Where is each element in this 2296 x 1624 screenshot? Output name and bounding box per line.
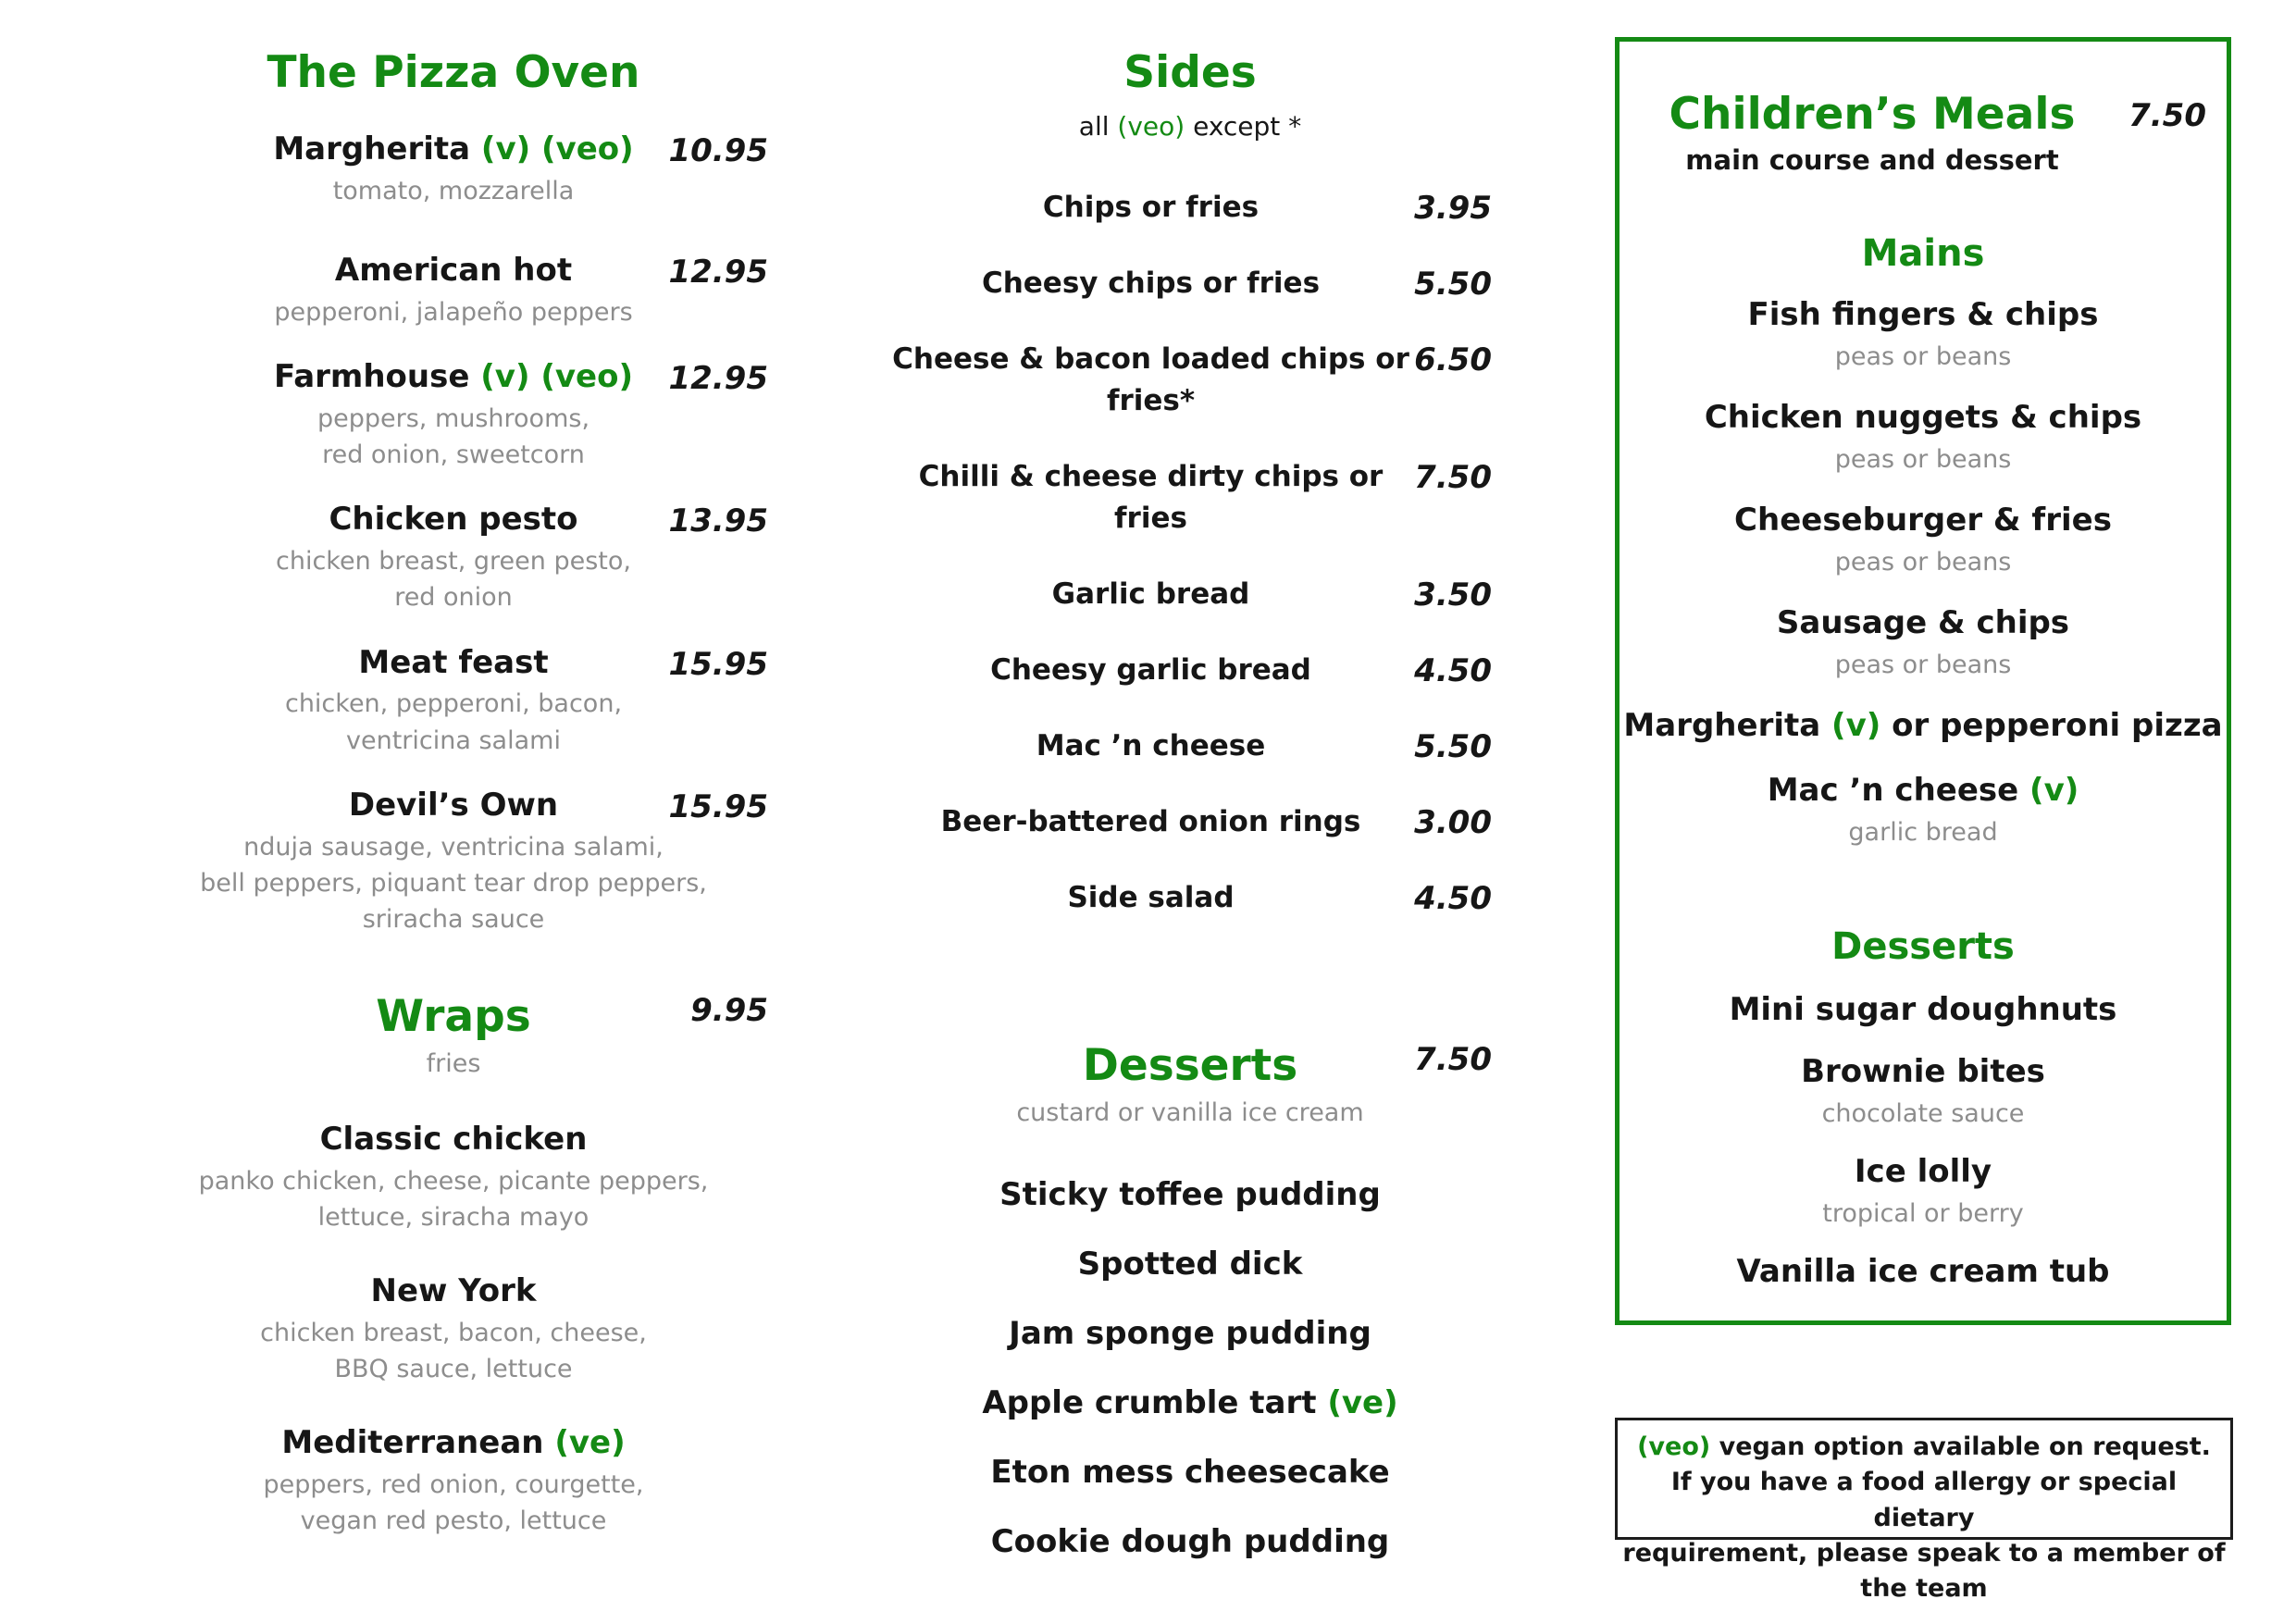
name-text: except * [1185, 111, 1302, 143]
childrens-mains-list [1620, 294, 2227, 850]
side-item [879, 339, 1501, 422]
dessert-item [879, 1382, 1501, 1425]
name-text: Cheesy garlic bread [990, 652, 1311, 687]
name-text: Chicken pesto [329, 501, 578, 539]
note-vegan-line [1618, 1430, 2230, 1465]
item-name [879, 650, 1422, 691]
name-text: Cookie dough pudding [990, 1522, 1390, 1560]
pizza-wraps-column [130, 44, 777, 1574]
item-price: 7.50 [1414, 459, 1492, 497]
name-text: Devil’s Own [348, 786, 559, 824]
side-item [879, 801, 1501, 843]
pizza-item [130, 499, 777, 615]
item-name [879, 801, 1422, 843]
side-item [879, 725, 1501, 767]
name-text: Chips or fries [1042, 191, 1260, 225]
item-price: 4.50 [1414, 879, 1492, 917]
childrens-meals-box [1615, 37, 2231, 1325]
sides-desserts-column [879, 44, 1501, 1591]
name-text: Cheeseburger & fries [1734, 502, 2112, 539]
item-description: peppers, red onion, courgette, vegan red pesto, lettuce [263, 1470, 644, 1536]
item-price: 3.95 [1414, 190, 1492, 228]
dessert-item [879, 1452, 1501, 1494]
name-text: Brownie bites [1801, 1053, 2045, 1091]
item-name [130, 1422, 777, 1465]
desserts-item-list [879, 1174, 1501, 1563]
item-description: chicken, pepperoni, bacon, ventricina salami [284, 689, 623, 755]
wraps-section-subtitle: fries [426, 1049, 481, 1079]
wraps-section-header [130, 988, 777, 1082]
pizza-item [130, 356, 777, 473]
allergy-note-box [1615, 1418, 2233, 1604]
diet-tag: (ve) [1327, 1384, 1398, 1422]
side-item [879, 574, 1501, 615]
diet-tag: (veo) [1117, 111, 1185, 143]
name-text: Chilli & cheese dirty chips or fries [918, 460, 1384, 535]
name-text: Spotted dick [1077, 1246, 1303, 1283]
name-text: Cheese & bacon loaded chips or fries* [892, 342, 1409, 418]
name-text: Sticky toffee pudding [999, 1176, 1381, 1214]
pizza-item [130, 250, 777, 330]
childrens-meals-header [1620, 86, 2227, 179]
item-name [1620, 1151, 2227, 1194]
name-text: Mediterranean [281, 1424, 555, 1462]
pizza-item [130, 129, 777, 209]
children-dessert-item [1620, 1251, 2227, 1294]
item-name [879, 456, 1422, 539]
wrap-item [130, 1271, 777, 1387]
wraps-section-price: 9.95 [690, 991, 768, 1029]
item-description: peas or beans [1834, 342, 2012, 372]
item-name [130, 1119, 777, 1161]
name-text: Garlic bread [1051, 576, 1250, 611]
name-text: Jam sponge pudding [1009, 1315, 1371, 1353]
pizza-item [130, 785, 777, 937]
item-price: 6.50 [1414, 341, 1492, 379]
wrap-item [130, 1119, 777, 1235]
name-text: Ice lolly [1854, 1153, 1992, 1191]
name-text: Classic chicken [319, 1120, 588, 1158]
item-description: peas or beans [1834, 548, 2012, 577]
name-text: Vanilla ice cream tub [1736, 1253, 2110, 1291]
children-dessert-item [1620, 1151, 2227, 1232]
diet-tag: (v) (veo) [480, 358, 634, 396]
name-text: Side salad [1067, 880, 1235, 914]
name-text: Eton mess cheesecake [990, 1454, 1390, 1492]
diet-tag: (ve) [554, 1424, 626, 1462]
item-name [1620, 989, 2227, 1032]
item-price: 12.95 [668, 360, 768, 398]
name-text: Mini sugar doughnuts [1729, 991, 2117, 1029]
children-dessert-item [1620, 989, 2227, 1032]
note-allergy-line2: requirement, please speak to a member of the team [1622, 1538, 2226, 1604]
diet-tag: (v) (veo) [480, 130, 634, 168]
children-main-item [1620, 500, 2227, 580]
dessert-item [879, 1244, 1501, 1286]
sides-item-list [879, 187, 1501, 918]
item-description: tomato, mozzarella [332, 176, 575, 205]
item-description: peppers, mushrooms, red onion, sweetcorn [316, 404, 590, 470]
dessert-item [879, 1313, 1501, 1356]
children-main-item [1620, 397, 2227, 477]
diet-tag: (v) [1831, 707, 1881, 745]
item-description: peas or beans [1834, 651, 2012, 680]
item-description: garlic bread [1848, 818, 1998, 848]
side-item [879, 187, 1501, 229]
pizza-item [130, 642, 777, 759]
name-text: Farmhouse [273, 358, 481, 396]
side-item [879, 456, 1501, 539]
item-price: 15.95 [668, 787, 768, 825]
item-name [879, 263, 1422, 304]
desserts-section-subtitle: custard or vanilla ice cream [1016, 1097, 1364, 1127]
wrap-item [130, 1422, 777, 1539]
item-name [879, 725, 1422, 767]
name-text: Margherita [1623, 707, 1832, 745]
item-name [1620, 294, 2227, 337]
sides-section-title: Sides [1123, 47, 1257, 98]
childrens-mains-title: Mains [1861, 232, 1985, 276]
name-text: vegan option available on request. [1710, 1432, 2211, 1461]
name-text: Chicken nuggets & chips [1704, 399, 2142, 437]
desserts-section-price: 7.50 [1414, 1040, 1492, 1078]
item-price: 3.50 [1414, 576, 1492, 614]
item-price: 3.00 [1414, 803, 1492, 841]
dessert-item [879, 1521, 1501, 1564]
item-price: 12.95 [668, 254, 768, 291]
item-price: 5.50 [1414, 266, 1492, 304]
name-text: Sausage & chips [1776, 604, 2070, 642]
name-text: Meat feast [358, 643, 549, 681]
item-description: nduja sausage, ventricina salami, bell peppers, piquant tear drop peppers, sriracha sauce [200, 832, 707, 934]
childrens-meals-title: Children’s Meals [1669, 89, 2076, 140]
item-name [1620, 1051, 2227, 1094]
item-name [1620, 500, 2227, 542]
item-name [879, 877, 1422, 919]
pizza-item-list [130, 129, 777, 937]
item-name [879, 1452, 1501, 1494]
children-main-item [1620, 602, 2227, 683]
wraps-item-list [130, 1119, 777, 1540]
item-name [1620, 602, 2227, 645]
item-name [879, 1382, 1501, 1425]
item-description: peas or beans [1834, 445, 2012, 475]
childrens-meals-price: 7.50 [2128, 97, 2206, 134]
item-description: chocolate sauce [1821, 1099, 2025, 1129]
desserts-section-header [879, 1037, 1501, 1131]
item-name [879, 187, 1422, 229]
item-name [879, 1313, 1501, 1356]
item-price: 13.95 [668, 502, 768, 540]
item-name [879, 1244, 1501, 1286]
name-text: Margherita [273, 130, 481, 168]
side-item [879, 877, 1501, 919]
name-text: New York [370, 1272, 537, 1310]
childrens-desserts-title: Desserts [1831, 925, 2015, 969]
item-price: 5.50 [1414, 727, 1492, 765]
children-main-item [1620, 294, 2227, 375]
name-text: Fish fingers & chips [1747, 296, 2099, 334]
item-description: panko chicken, cheese, picante peppers, lettuce, siracha mayo [198, 1166, 709, 1232]
item-name [130, 1271, 777, 1313]
item-description: tropical or berry [1822, 1199, 2024, 1229]
item-name [879, 1174, 1501, 1217]
name-text: Beer-battered onion rings [940, 804, 1361, 838]
item-description: pepperoni, jalapeño peppers [274, 298, 633, 328]
name-text: Mac ’n cheese [1767, 772, 2030, 810]
item-name [1620, 397, 2227, 440]
desserts-section-title: Desserts [1082, 1039, 1298, 1091]
children-main-item [1620, 770, 2227, 850]
diet-tag: (v) [2029, 772, 2079, 810]
item-name [1620, 1251, 2227, 1294]
item-name [879, 339, 1422, 422]
dessert-item [879, 1174, 1501, 1217]
item-description: chicken breast, bacon, cheese, BBQ sauce, lettuce [260, 1318, 647, 1384]
name-text: Apple crumble tart [982, 1384, 1328, 1422]
diet-tag: (veo) [1637, 1432, 1711, 1461]
children-dessert-item [1620, 1051, 2227, 1132]
childrens-meals-subtitle: main course and dessert [1685, 144, 2059, 177]
side-item [879, 263, 1501, 304]
name-text: Cheesy chips or fries [981, 267, 1321, 301]
item-price: 10.95 [668, 132, 768, 170]
name-text: or pepperoni pizza [1880, 707, 2223, 745]
item-price: 4.50 [1414, 651, 1492, 689]
pizza-section-title: The Pizza Oven [267, 47, 640, 98]
name-text: all [1078, 111, 1118, 143]
wraps-section-title: Wraps [376, 990, 531, 1042]
sides-note [879, 108, 1501, 144]
side-item [879, 650, 1501, 691]
item-description: chicken breast, green pesto, red onion [276, 547, 631, 613]
childrens-desserts-list [1620, 989, 2227, 1294]
note-allergy-line1: If you have a food allergy or special dietary [1670, 1468, 2178, 1532]
item-name [1620, 770, 2227, 812]
name-text: Mac ’n cheese [1036, 728, 1266, 762]
item-name [879, 1521, 1501, 1564]
children-main-item [1620, 705, 2227, 748]
item-price: 15.95 [668, 645, 768, 683]
name-text: American hot [334, 252, 573, 290]
item-name [879, 574, 1422, 615]
item-name [1620, 705, 2227, 748]
